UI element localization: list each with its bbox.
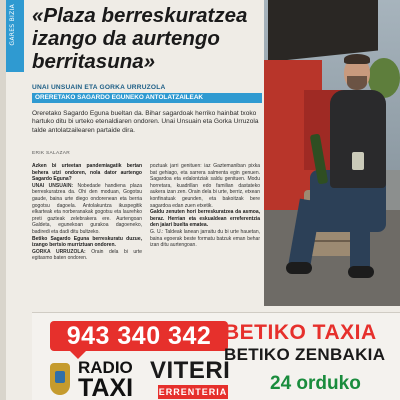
question-2: Betiko Sagardo Eguna berreskuratu duzue, izango bertsio murriztuan ondoren. xyxy=(32,235,142,249)
body-column-2 xyxy=(150,163,260,249)
ad-brand: VITERI xyxy=(150,357,231,384)
ad-radio-taxi xyxy=(78,359,138,400)
section-tab-label: GARES BIZIA xyxy=(9,4,16,46)
speaker-label-2: GORKA URRUZOLA: xyxy=(32,248,86,255)
headline: «Plaza berreskuratzea izango da aurtengo berritasuna» xyxy=(32,4,248,73)
person-torso xyxy=(330,90,386,188)
answer-2-text: Orain dela bi urte egitasmo baten ondoren. xyxy=(32,248,143,262)
taxi-advertisement xyxy=(32,312,400,400)
ad-tagline-2: BETIKO ZENBAKIA xyxy=(224,345,386,364)
person-beard xyxy=(347,76,367,90)
ad-brand-sub: ERRENTERIA xyxy=(158,387,228,397)
ad-tagline-3: 24 orduko xyxy=(270,373,361,394)
ad-taxi-label: TAXI xyxy=(78,374,134,400)
magazine-page xyxy=(6,0,400,400)
role-bar: ORERETAKO SAGARDO EGUNEKO ANTOLATZAILEAK xyxy=(32,93,262,103)
authors-line: UNAI UNSUAIN ETA GORKA URRUZOLA xyxy=(32,84,166,91)
question-1: Azken bi urteetan pandemiagatik bertan behera utzi ondoren, nola dator aurtengo Sagardo Eguna? xyxy=(32,163,142,183)
answer-2 xyxy=(32,249,142,262)
ad-tagline-1: BETIKO TAXIA xyxy=(224,321,377,344)
person-leg-right xyxy=(350,210,370,270)
speaker-label-1: UNAI UNSUAIN: xyxy=(32,182,74,189)
portrait-photo xyxy=(264,0,400,306)
answer-1 xyxy=(32,183,142,236)
answer-3: G. U.: Taldeak lanean jarraitu du bi urte hauetan, baina egoerak beste formatu batzuk eman behar izan ditu aurtengoan. xyxy=(150,228,260,249)
body-column-1 xyxy=(32,163,142,262)
coat-of-arms-icon xyxy=(50,363,70,395)
lead-paragraph: Oreretako Sagardo Eguna bueltan da. Bihar sagardoak herriko hainbat txoko hartuko ditu bi urteko etenaldiaren ondoren. Unai Unsuain eta Gorka Urruzola talde antolatzailearen partaide dira. xyxy=(32,110,259,134)
cider-glass xyxy=(352,152,364,170)
person-shoe-left xyxy=(286,262,312,274)
photo-credit: ERIK SALAZAR xyxy=(32,151,70,156)
person-shoe-right xyxy=(348,266,374,278)
section-tab xyxy=(6,0,24,72)
answer-1-text: Nobedade handiena plaza berreskuratzea da. Ohi den moduan, Gogotsu gaude, baina urte diego ondorenean eta berria gogotsu dagoela. Antolakuntza ikuspegitik elkarteak eta norberanakak gogotsu eta laurehko preti gazteak zelebrakera ere. Aurtengoan Galdeta, egunekoan gurakoa dagoeneko, badiredi eta dadi ditu bultzeko. xyxy=(32,182,142,235)
ad-phone-number: 943 340 342 xyxy=(50,321,228,351)
person-hair xyxy=(344,54,370,64)
ad-radio-label: RADIO xyxy=(78,358,133,377)
question-3: Galdu zenuten hori berreskuratzea da asmoa, beraz. Herrian eta eskualdean erreferentzia den jaiari buelta ematea. xyxy=(150,209,260,229)
paragraph-continued: poztuak jarri genituen: iaz Gaztemaniban pixka bat gehiago, eta sarrera salmenta egin genuen. Sagardoa eta edalontziak saldu genituen. Modu horretara, kuadrillan edo familian dastateko aukera izan zen. Orain dela bi urte, berriz, etxean konfinatuak geunden, eta bakoitzak bere sagardoa edan zuen etxetik. xyxy=(150,163,260,209)
